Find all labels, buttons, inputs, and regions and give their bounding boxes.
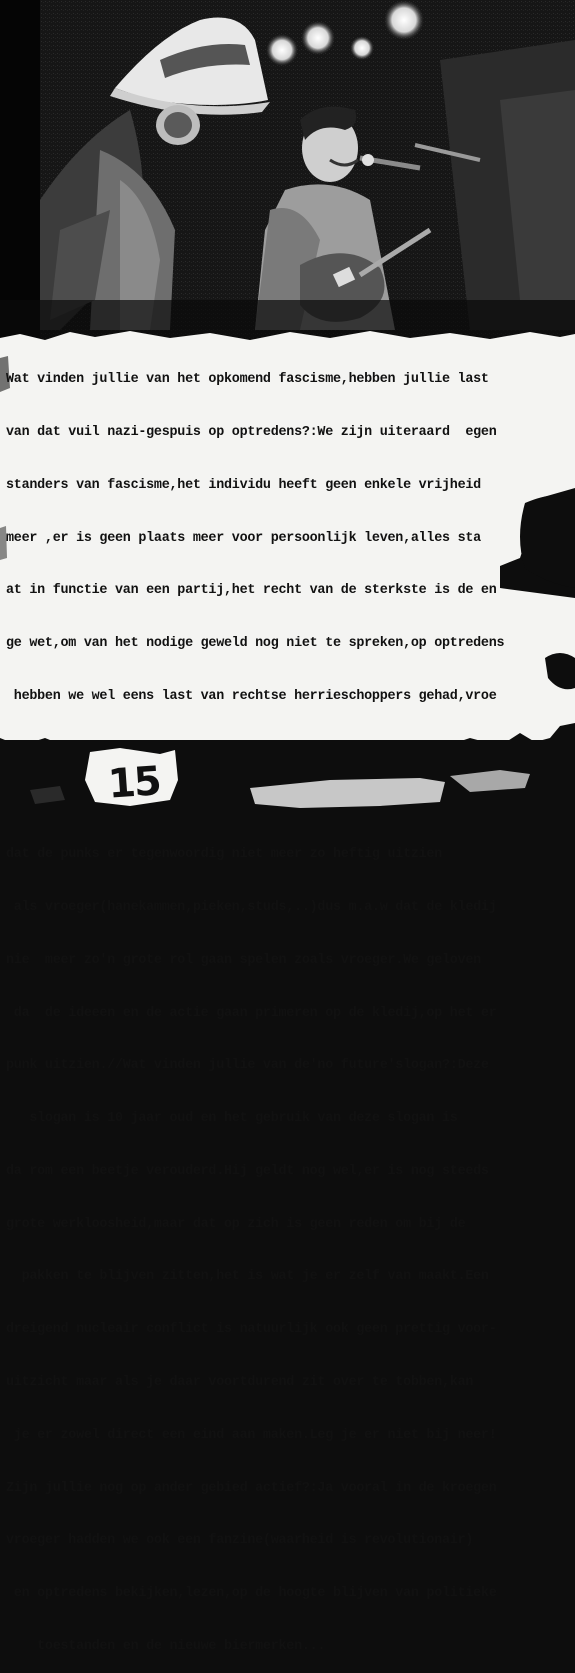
article-line: da de ideeen en de actie gaan primeren op de kledij,op het er bbox=[6, 1005, 497, 1021]
page-number-scrap bbox=[0, 740, 575, 817]
article-line: ge wet,om van het nodige geweld nog niet te spreken,op optredens bbox=[6, 636, 505, 652]
stage-light bbox=[384, 0, 424, 40]
article-line: je er zowel direct een eind aan maken.Leg je er niet bij neer! bbox=[6, 1427, 497, 1443]
article-line: Zijn jullie nog op ander gebied actief?:Ja vooral in de kroegen bbox=[6, 1480, 497, 1496]
concert-photo-graphic bbox=[0, 0, 575, 340]
article-line: nie meer zo'n grote rol gaan spelen zoals vroeger.We geloven bbox=[6, 952, 481, 968]
article-line: Wat vinden jullie van het opkomend fascisme,hebben jullie last bbox=[6, 372, 489, 388]
article-line: en optredens bekijken,lezen,op de hoogte blijven van politieke bbox=[6, 1586, 497, 1602]
article-line: grote werkloosheid,maar dat op zich is geen reden om bij de bbox=[6, 1216, 466, 1232]
article-text bbox=[6, 336, 572, 1673]
article-line: toestanden en de nieuwe biermerken... bbox=[6, 1638, 326, 1654]
article-line: da rom een beetje verouderd.Hij geldt nog wel,er is nog steeds bbox=[6, 1163, 489, 1179]
stage-light bbox=[266, 34, 298, 66]
article-line: pakken te blijven zitten,het is wat je er zelf van maakt.Een bbox=[6, 1269, 489, 1285]
article-line: van dat vuil nazi-gespuis op optredens?:We zijn uiteraard egen bbox=[6, 424, 497, 440]
article-line: punk uitzien.//Wat vinden jullie van de'no future'slogan?:Deze bbox=[6, 1058, 489, 1074]
article-line: uitzicht maar als je daar voortdurend zit over te tobben,kan bbox=[6, 1375, 474, 1391]
article-line: slogan is 10 jaar oud en het gebruik van deze slogan is bbox=[6, 1111, 458, 1127]
article-line: standers van fascisme,het individu heeft geen enkele vrijheid bbox=[6, 477, 481, 493]
stage-light bbox=[301, 21, 335, 55]
article-line: meer ,er is geen plaats meer voor persoonlijk leven,alles sta bbox=[6, 530, 481, 546]
article-line: dreigend nucleair conflict is natuurlijk ook geen prettig voor- bbox=[6, 1322, 497, 1338]
concert-photo bbox=[0, 0, 575, 340]
page-number: 15 bbox=[106, 758, 162, 808]
article-line: at in functie van een partij,het recht van de sterkste is de en bbox=[6, 583, 497, 599]
article-line: dat de punks er tegenwoordig niet meer zo heftig uitzien bbox=[6, 847, 442, 863]
stage-light bbox=[350, 36, 374, 60]
article-line: hebben we wel eens last van rechtse herrieschoppers gehad,vroe bbox=[6, 688, 497, 704]
bottom-scrap-shape bbox=[0, 740, 575, 817]
article-line: als vroeger(hanekammen,pieken,studs,..)dus m.a.w dat de kledij bbox=[6, 900, 497, 915]
article-line: vroeger hadden we ook een fanzine(waarheid is revolutionair) bbox=[6, 1533, 474, 1549]
